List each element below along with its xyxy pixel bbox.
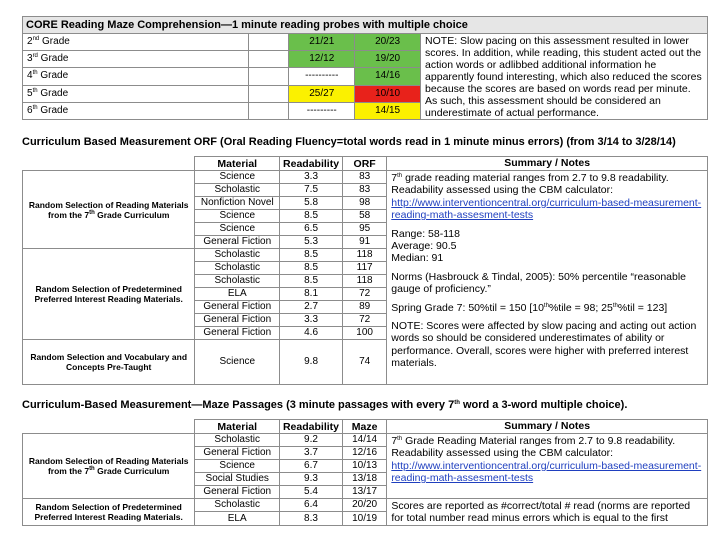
table-row: ELA 8.3 10/19 <box>23 512 708 525</box>
col-material: Material <box>195 420 280 434</box>
table-row: Science 6.5 95 <box>23 223 708 236</box>
col-readability: Readability <box>280 157 343 171</box>
cbm-link[interactable]: http://www.interventioncentral.org/curriculum-based-measurement-reading-math-assesment-tests <box>391 459 702 485</box>
table-row: Scholastic 8.5 117 <box>23 262 708 275</box>
table-row: Random Selection of Predetermined Preferred Interest Reading Materials. Scholastic 8.5 118 <box>23 249 708 262</box>
col-summary: Summary / Notes <box>387 420 708 434</box>
score-cell: 12/12 <box>289 51 355 68</box>
table-row: General Fiction 4.6 100 <box>23 327 708 340</box>
table-row <box>23 34 708 51</box>
table-header-row <box>23 157 708 171</box>
table-row: General Fiction 5.4 13/17 <box>23 486 708 499</box>
table-row: General Fiction 2.7 89 <box>23 301 708 314</box>
score-cell: 10/10 <box>355 85 421 102</box>
col-material: Material <box>195 157 280 171</box>
group-label: Random Selection of Reading Materials from the 7th Grade Curriculum <box>23 171 195 249</box>
col-readability: Readability <box>280 420 343 434</box>
grade-label: 3rd Grade <box>23 51 249 68</box>
core-title: CORE Reading Maze Comprehension—1 minute reading probes with multiple choice <box>23 17 708 34</box>
orf-table <box>22 156 708 385</box>
maze-table <box>22 419 708 526</box>
table-row: Random Selection and Vocabulary and Concepts Pre-Taught Science 9.8 74 <box>23 340 708 385</box>
maze-heading: Curriculum-Based Measurement—Maze Passages (3 minute passages with every 7th word a 3-word multiple choice). <box>22 399 628 411</box>
table-header-row <box>23 420 708 434</box>
table-row: ELA 8.1 72 <box>23 288 708 301</box>
col-summary: Summary / Notes <box>387 157 708 171</box>
col-orf: ORF <box>342 157 386 171</box>
grade-label: 6th Grade <box>23 102 249 119</box>
group-label: Random Selection of Reading Materials from the 7th Grade Curriculum <box>23 434 195 499</box>
grade-label: 5th Grade <box>23 85 249 102</box>
table-row: General Fiction 5.3 91 <box>23 236 708 249</box>
table-row: Scholastic 7.5 83 <box>23 184 708 197</box>
table-row: Nonfiction Novel 5.8 98 <box>23 197 708 210</box>
group-label: Random Selection and Vocabulary and Concepts Pre-Taught <box>23 340 195 385</box>
table-row: Random Selection of Predetermined Preferred Interest Reading Materials. Scholastic 6.4 20/20 Scores are reported as #correct/total # read (norms are reported for total number read minus errors which is equal to the first <box>23 499 708 512</box>
score-cell: 21/21 <box>289 34 355 51</box>
table-row: General Fiction 3.7 12/16 <box>23 447 708 460</box>
col-maze: Maze <box>342 420 386 434</box>
score-cell: 14/16 <box>355 68 421 85</box>
grade-label: 4th Grade <box>23 68 249 85</box>
table-row: Random Selection of Reading Materials from the 7th Grade Curriculum Science 3.3 83 7th grade reading material ranges from 2.7 to 9.8 readability. Readability assessed using the CBM calculator: http://www.interventioncentral.org/curriculum-based-measurement-reading-math-assesment-tests Range: 58-118 Average: 90.5 Median: 91 Norms (Hasbrouck & Tindal, 2005): 50% percentile “reasonable gauge of proficiency.” Spring Grade 7: 50%til = 150 [10th%tile = 98; 25th%til = 123] NOTE: Scores were affected by slow pacing and acting out action words so should be considered underestimates of ability or performance. Overall, scores were higher with preferred interest materials. <box>23 171 708 184</box>
group-label: Random Selection of Predetermined Preferred Interest Reading Materials. <box>23 249 195 340</box>
maze-summary: 7th Grade Reading Material ranges from 2.7 to 9.8 readability. Readability assessed using the CBM calculator: http://www.interventioncentral.org/curriculum-based-measurement-reading-math-assesment-tests <box>387 434 708 499</box>
table-row: Random Selection of Reading Materials from the 7th Grade Curriculum Scholastic 9.2 14/14 7th Grade Reading Material ranges from 2.7 to 9.8 readability. Readability assessed using the CBM calculator: http://www.interventioncentral.org/curriculum-based-measurement-reading-math-assesment-tests <box>23 434 708 447</box>
table-row: Scholastic 8.5 118 <box>23 275 708 288</box>
maze-scores-note: Scores are reported as #correct/total # read (norms are reported for total number read minus errors which is equal to the first <box>387 499 708 526</box>
score-cell: 25/27 <box>289 85 355 102</box>
table-row: Science 6.7 10/13 <box>23 460 708 473</box>
core-note: NOTE: Slow pacing on this assessment resulted in lower scores. In addition, while reading, this student acted out the action words or adlibbed additional information he apparently found interesting, which also reduced the scores because the scores are based on words read per minute. As such, this assessment should be considered an underestimate of actual performance. <box>421 34 708 120</box>
orf-summary: 7th grade reading material ranges from 2.7 to 9.8 readability. Readability assessed using the CBM calculator: http://www.interventioncentral.org/curriculum-based-measurement-reading-math-assesment-tests Range: 58-118 Average: 90.5 Median: 91 Norms (Hasbrouck & Tindal, 2005): 50% percentile “reasonable gauge of proficiency.” Spring Grade 7: 50%til = 150 [10th%tile = 98; 25th%til = 123] NOTE: Scores were affected by slow pacing and acting out action words so should be considered underestimates of ability or performance. Overall, scores were higher with preferred interest materials. <box>387 171 708 385</box>
table-row: General Fiction 3.3 72 <box>23 314 708 327</box>
score-cell: --------- <box>289 102 355 119</box>
table-row: Science 8.5 58 <box>23 210 708 223</box>
score-cell: 14/15 <box>355 102 421 119</box>
core-maze-table <box>22 16 708 120</box>
group-label: Random Selection of Predetermined Preferred Interest Reading Materials. <box>23 499 195 526</box>
cbm-link[interactable]: http://www.interventioncentral.org/curriculum-based-measurement-reading-math-assesment-tests <box>391 196 702 222</box>
score-cell: 20/23 <box>355 34 421 51</box>
score-cell: 19/20 <box>355 51 421 68</box>
table-row: Social Studies 9.3 13/18 <box>23 473 708 486</box>
orf-heading: Curriculum Based Measurement ORF (Oral Reading Fluency=total words read in 1 minute minus errors) (from 3/14 to 3/28/14) <box>22 136 676 148</box>
grade-label: 2nd Grade <box>23 34 249 51</box>
score-cell: ---------- <box>289 68 355 85</box>
